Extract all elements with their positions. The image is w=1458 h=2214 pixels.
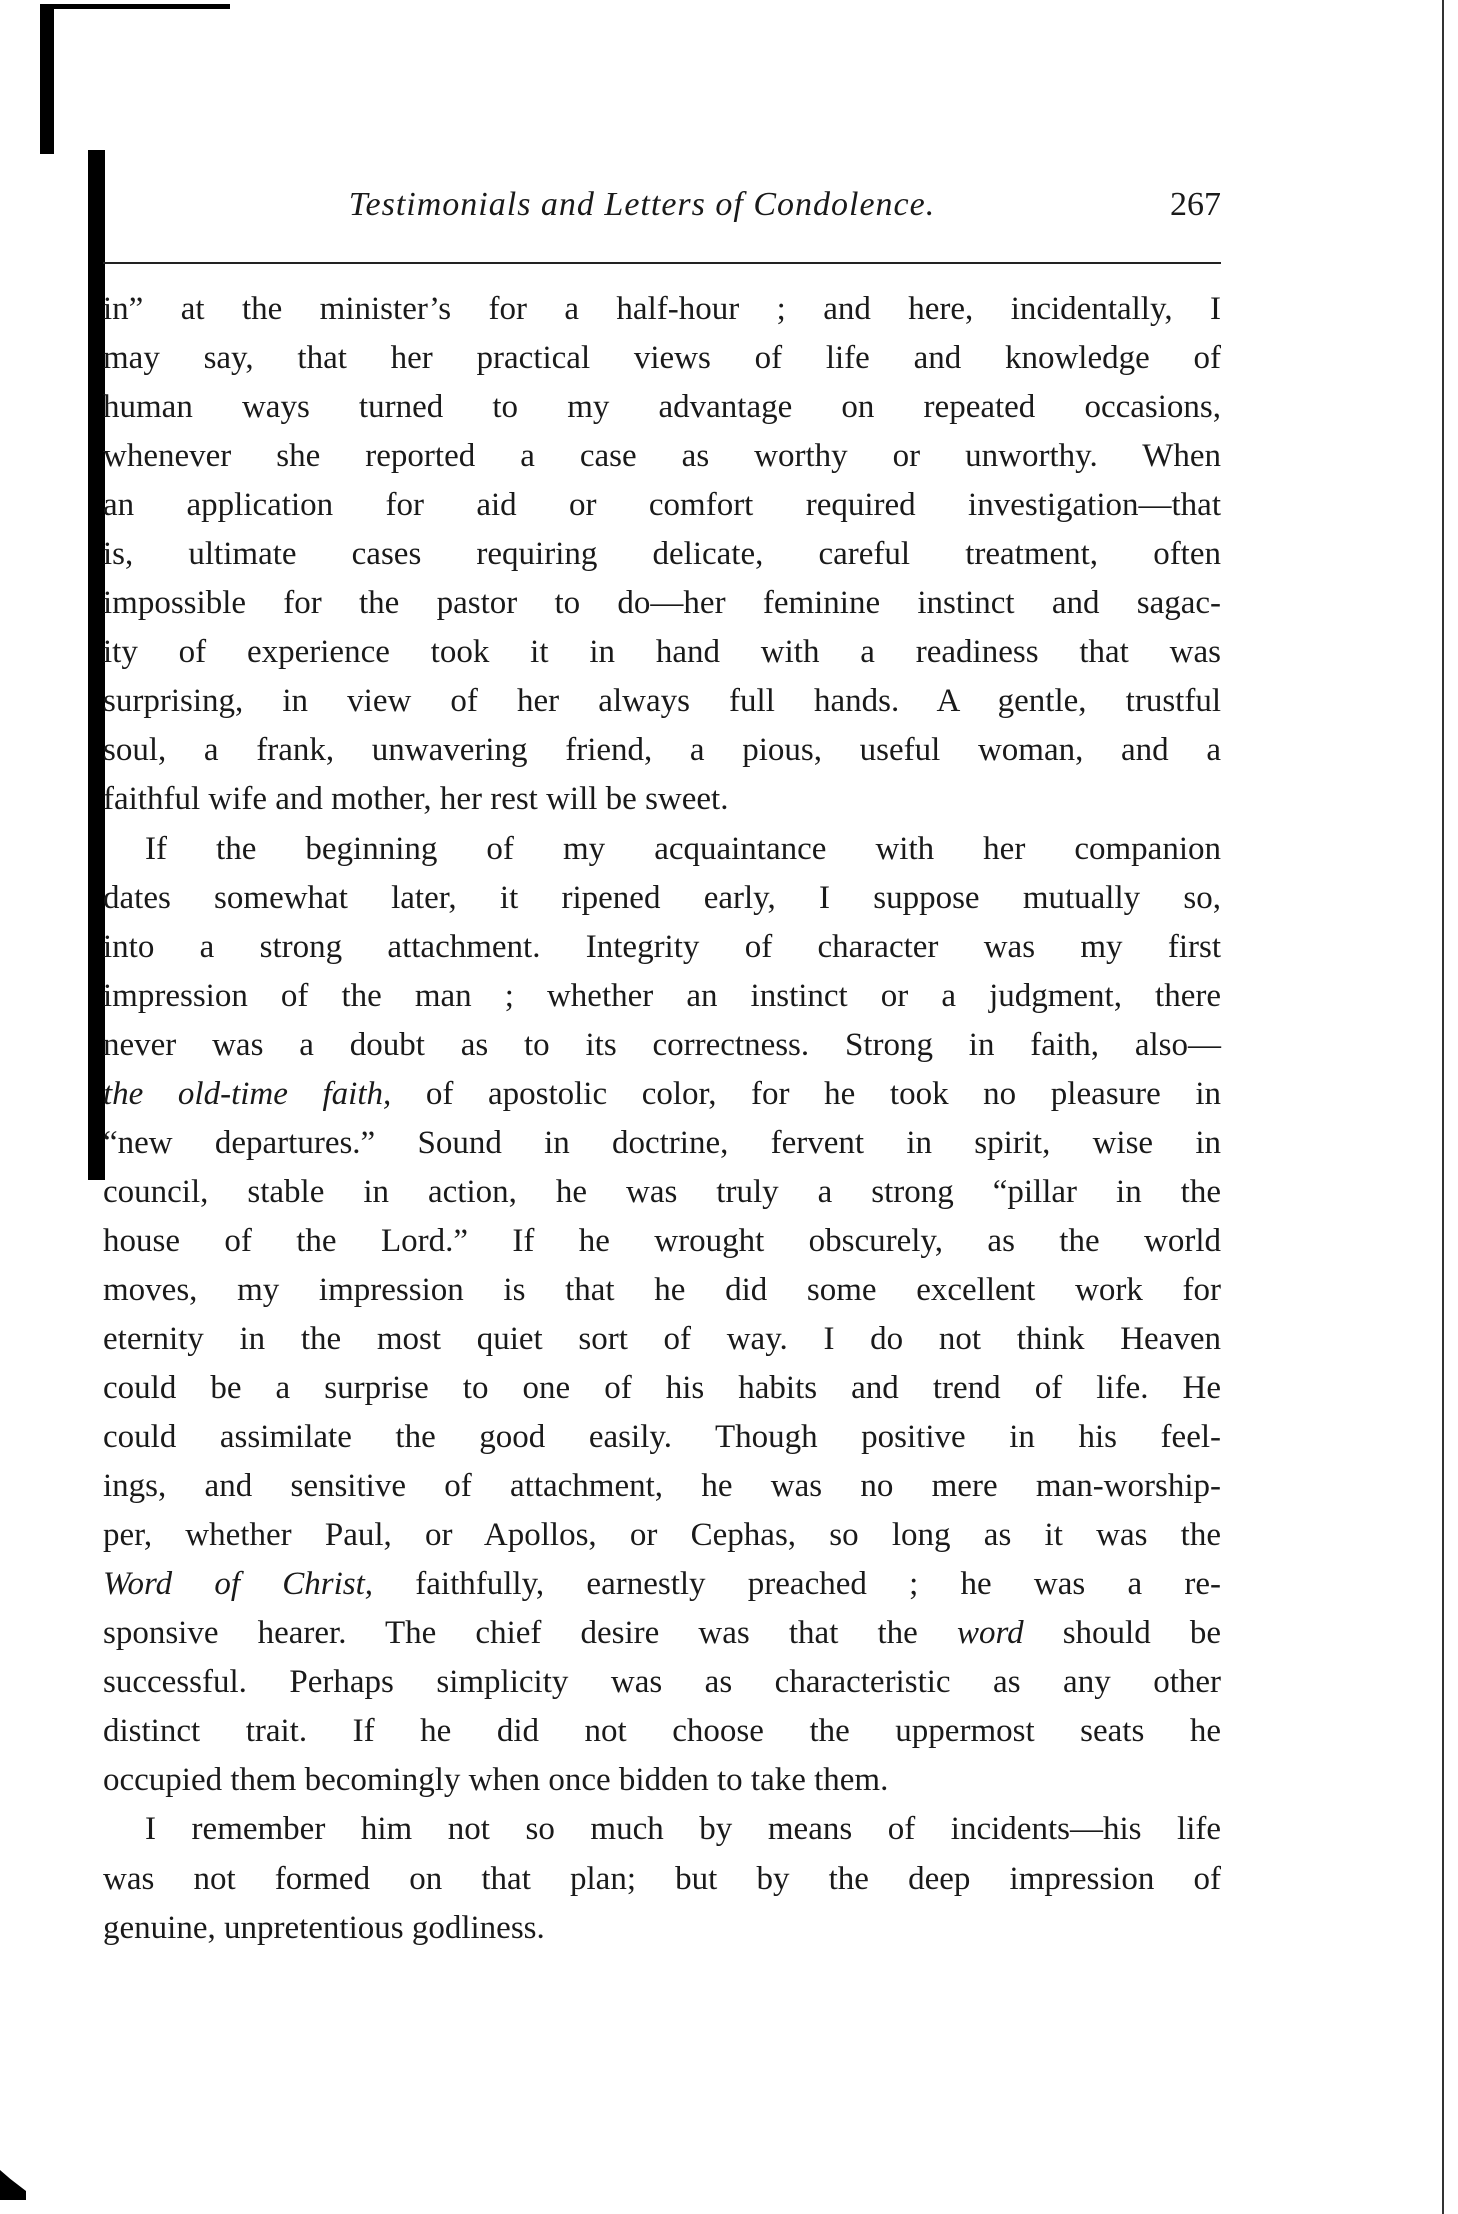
text-line bbox=[103, 1070, 1221, 1119]
text-line: If the beginning of my acquaintance with her companion bbox=[145, 830, 1221, 867]
text-line: “new departures.” Sound in doctrine, fervent in spirit, wise in bbox=[103, 1124, 1221, 1161]
text-line: could be a surprise to one of his habits and trend of life. He bbox=[103, 1370, 1221, 1407]
body-text bbox=[103, 285, 1221, 1953]
italic-text: Word of Christ, bbox=[103, 1566, 374, 1603]
scan-edge-top bbox=[40, 4, 230, 9]
text-line: never was a doubt as to its correctness. Strong in faith, also— bbox=[103, 1026, 1221, 1063]
text-line: was not formed on that plan; but by the deep impression of bbox=[103, 1860, 1221, 1897]
text-line: an application for aid or comfort required investigation—that bbox=[103, 487, 1221, 524]
text-line: ings, and sensitive of attachment, he was no mere man-worship- bbox=[103, 1468, 1221, 1505]
text-line: genuine, unpretentious godliness. bbox=[103, 1909, 545, 1946]
text-line: occupied them becomingly when once bidden to take them. bbox=[103, 1762, 889, 1799]
text-line: dates somewhat later, it ripened early, I suppose mutually so, bbox=[103, 879, 1221, 916]
text-segment: of apostolic color, for he took no pleasure in bbox=[391, 1075, 1221, 1112]
italic-text: the old-time faith, bbox=[103, 1075, 392, 1112]
page-header bbox=[103, 186, 1221, 236]
text-line: soul, a frank, unwavering friend, a pious, useful woman, and a bbox=[103, 732, 1221, 769]
text-segment: sponsive hearer. The chief desire was that the bbox=[103, 1615, 957, 1652]
text-line: may say, that her practical views of life and knowledge of bbox=[103, 340, 1221, 377]
italic-text: word bbox=[956, 1615, 1024, 1652]
text-line: in” at the minister’s for a half-hour ; and here, incidentally, I bbox=[103, 291, 1221, 327]
text-segment: faithfully, earnestly preached ; he was a re- bbox=[373, 1566, 1221, 1603]
header-rule bbox=[103, 262, 1221, 264]
running-title: Testimonials and Letters of Condolence. bbox=[348, 186, 936, 223]
text-line bbox=[103, 1560, 1221, 1609]
text-line bbox=[103, 1609, 1221, 1658]
text-line: per, whether Paul, or Apollos, or Cephas, so long as it was the bbox=[103, 1517, 1221, 1554]
text-line: surprising, in view of her always full hands. A gentle, trustful bbox=[103, 683, 1221, 720]
text-line: into a strong attachment. Integrity of character was my first bbox=[103, 928, 1221, 965]
text-line: successful. Perhaps simplicity was as characteristic as any other bbox=[103, 1664, 1221, 1701]
text-line: ity of experience took it in hand with a readiness that was bbox=[103, 634, 1221, 671]
paragraph bbox=[103, 1805, 1221, 1952]
scan-artifact bbox=[0, 2170, 26, 2200]
text-line: I remember him not so much by means of incidents—his life bbox=[145, 1811, 1221, 1848]
scan-edge-right bbox=[1442, 0, 1444, 2214]
text-line: faithful wife and mother, her rest will be sweet. bbox=[103, 781, 729, 818]
text-line: council, stable in action, he was truly a strong “pillar in the bbox=[103, 1173, 1221, 1210]
text-line: moves, my impression is that he did some excellent work for bbox=[103, 1271, 1221, 1308]
text-segment: should be bbox=[1023, 1615, 1221, 1652]
text-line: impossible for the pastor to do—her feminine instinct and sagac- bbox=[103, 585, 1221, 622]
text-line: house of the Lord.” If he wrought obscurely, as the world bbox=[103, 1222, 1221, 1259]
page-number: 267 bbox=[1170, 186, 1221, 223]
text-line: whenever she reported a case as worthy or unworthy. When bbox=[103, 438, 1221, 475]
text-line: distinct trait. If he did not choose the uppermost seats he bbox=[103, 1713, 1221, 1750]
text-line: could assimilate the good easily. Though positive in his feel- bbox=[103, 1419, 1221, 1456]
text-line: is, ultimate cases requiring delicate, careful treatment, often bbox=[103, 536, 1221, 573]
text-line: impression of the man ; whether an instinct or a judgment, there bbox=[103, 977, 1221, 1014]
text-line: human ways turned to my advantage on repeated occasions, bbox=[103, 389, 1221, 426]
text-line: eternity in the most quiet sort of way. I do not think Heaven bbox=[103, 1320, 1221, 1357]
paragraph bbox=[103, 825, 1221, 1806]
paragraph bbox=[103, 285, 1221, 825]
scan-edge-corner bbox=[40, 4, 54, 154]
